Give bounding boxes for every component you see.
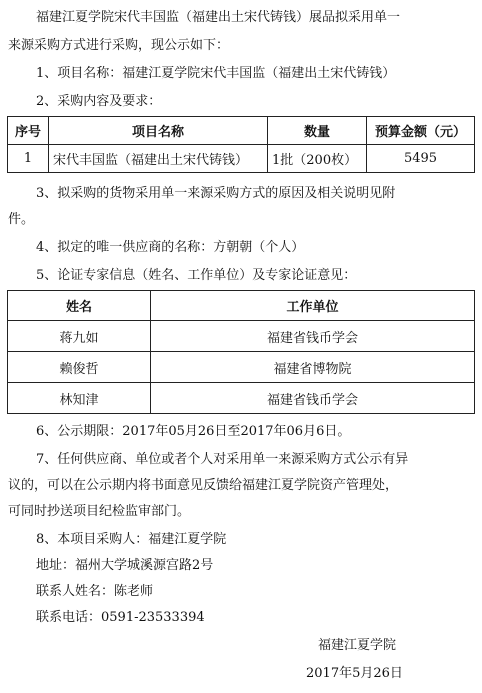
intro-line-2: 来源采购方式进行采购，现公示如下： xyxy=(8,38,230,53)
item-3-line-1: 3、拟采购的货物采用单一来源采购方式的原因及相关说明见附 xyxy=(36,186,396,201)
col-header-workplace: 工作单位 xyxy=(151,291,475,321)
cell-expert-name: 林知津 xyxy=(8,383,151,414)
table-row xyxy=(8,145,475,173)
item-6-period: 6、公示期限：2017年05月26日至2017年06月6日。 xyxy=(36,424,351,439)
item-3-line-2: 件。 xyxy=(8,212,35,227)
cell-project-name: 宋代丰国监（福建出土宋代铸钱） xyxy=(49,145,268,173)
signer: 福建江夏学院 xyxy=(318,638,397,653)
col-header-index: 序号 xyxy=(8,117,49,145)
table-row xyxy=(8,352,475,383)
item-1-project-name: 1、项目名称：福建江夏学院宋代丰国监（福建出土宋代铸钱） xyxy=(36,66,396,81)
item-7-line-1: 7、任何供应商、单位或者个人对采用单一来源采购方式公示有异 xyxy=(36,452,409,467)
item-8-purchaser: 8、本项目采购人：福建江夏学院 xyxy=(36,532,227,547)
expert-table xyxy=(7,290,475,414)
cell-expert-workplace: 福建省钱币学会 xyxy=(151,383,475,414)
col-header-budget: 预算金额（元） xyxy=(367,117,475,145)
item-4-supplier: 4、拟定的唯一供应商的名称：方朝朝（个人） xyxy=(36,240,305,255)
date: 2017年5月26日 xyxy=(306,666,403,681)
item-7-line-3: 可同时抄送项目纪检监审部门。 xyxy=(8,504,191,519)
procurement-table xyxy=(7,116,475,173)
contact-phone: 联系电话：0591-23533394 xyxy=(36,610,205,625)
cell-index: 1 xyxy=(8,145,49,173)
cell-quantity: 1批（200枚） xyxy=(268,145,367,173)
item-5-experts: 5、论证专家信息（姓名、工作单位）及专家论证意见： xyxy=(36,268,357,283)
item-2-requirements: 2、采购内容及要求： xyxy=(36,94,162,109)
table-row xyxy=(8,321,475,352)
col-header-quantity: 数量 xyxy=(268,117,367,145)
col-header-project-name: 项目名称 xyxy=(49,117,268,145)
intro-line-1: 福建江夏学院宋代丰国监（福建出土宋代铸钱）展品拟采用单一 xyxy=(36,10,401,25)
cell-expert-name: 蒋九如 xyxy=(8,321,151,352)
table-row xyxy=(8,383,475,414)
cell-budget: 5495 xyxy=(367,145,475,173)
contact-name: 联系人姓名：陈老师 xyxy=(36,584,154,599)
cell-expert-workplace: 福建省博物院 xyxy=(151,352,475,383)
col-header-name: 姓名 xyxy=(8,291,151,321)
address: 地址：福州大学城溪源宫路2号 xyxy=(36,558,214,573)
cell-expert-name: 赖俊哲 xyxy=(8,352,151,383)
cell-expert-workplace: 福建省钱币学会 xyxy=(151,321,475,352)
item-7-line-2: 议的，可以在公示期内将书面意见反馈给福建江夏学院资产管理处， xyxy=(8,478,399,493)
